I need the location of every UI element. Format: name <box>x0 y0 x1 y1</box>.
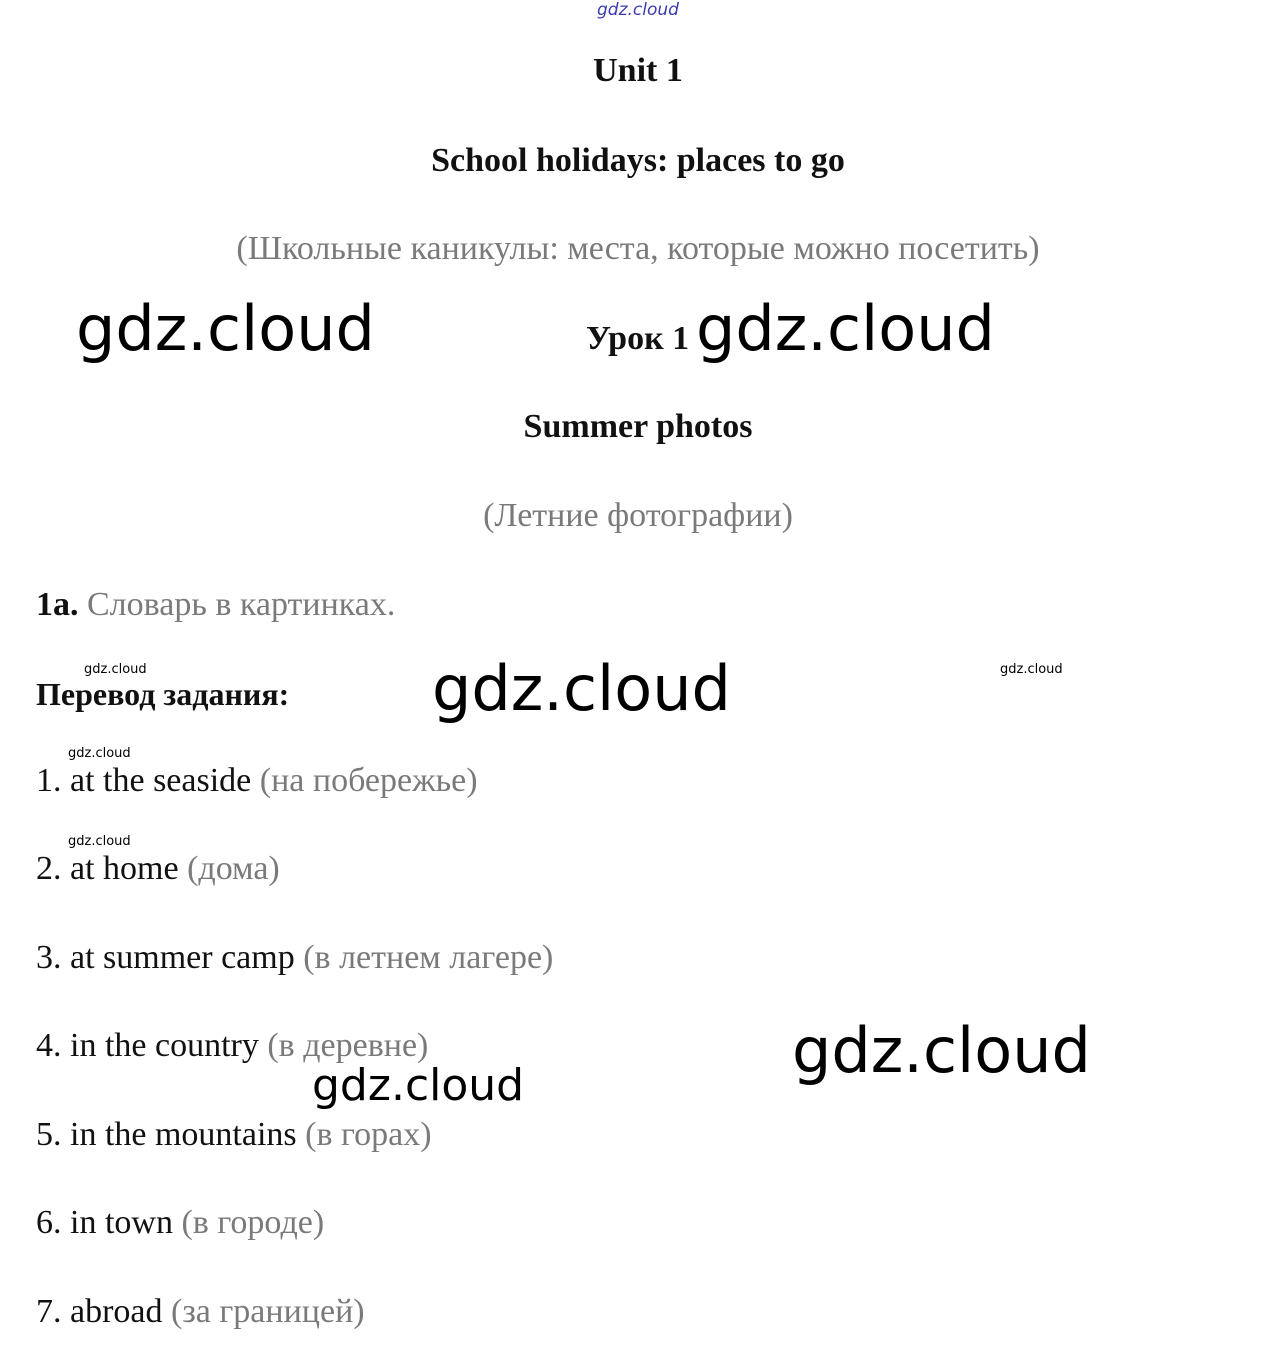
item-russian: (за границей) <box>171 1293 365 1330</box>
list-item <box>36 852 280 886</box>
unit-heading: Unit 1 <box>593 52 683 89</box>
watermark-big-right: gdz.cloud <box>792 1014 1091 1087</box>
item-number: 6. <box>36 1204 62 1241</box>
watermark-top: gdz.cloud <box>597 0 679 20</box>
task-line <box>36 586 395 624</box>
unit-title-translation: (Школьные каникулы: места, которые можно посетить) <box>236 230 1040 267</box>
item-english: in the country <box>70 1027 259 1064</box>
item-number: 3. <box>36 939 62 976</box>
watermark-small-d: gdz.cloud <box>68 834 131 849</box>
lesson-title: Summer photos <box>523 408 753 445</box>
item-russian: (в горах) <box>305 1116 432 1153</box>
item-number: 2. <box>36 850 62 887</box>
lesson-heading: Урок 1 <box>586 320 690 357</box>
item-number: 7. <box>36 1293 62 1330</box>
watermark-big-task: gdz.cloud <box>432 652 731 725</box>
watermark-small-a: gdz.cloud <box>84 662 147 677</box>
task-text: Словарь в картинках. <box>87 586 396 623</box>
item-english: at summer camp <box>70 939 295 976</box>
item-english: in town <box>70 1204 173 1241</box>
item-russian: (в деревне) <box>267 1027 429 1064</box>
watermark-small-b: gdz.cloud <box>1000 662 1063 677</box>
list-item <box>36 1118 432 1152</box>
list-item <box>36 764 478 798</box>
unit-title: School holidays: places to go <box>431 142 845 179</box>
lesson-title-translation: (Летние фотографии) <box>483 497 793 534</box>
watermark-small-c: gdz.cloud <box>68 746 131 761</box>
list-item <box>36 1295 365 1329</box>
task-number: 1a. <box>36 586 79 623</box>
watermark-mid: gdz.cloud <box>312 1060 525 1111</box>
item-english: in the mountains <box>70 1116 297 1153</box>
item-russian: (в летнем лагере) <box>303 939 554 976</box>
item-russian: (дома) <box>187 850 280 887</box>
item-russian: (на побережье) <box>259 762 478 799</box>
item-english: abroad <box>70 1293 163 1330</box>
item-number: 1. <box>36 762 62 799</box>
watermark-big-lesson: gdz.cloud <box>696 292 995 365</box>
translation-heading: Перевод задания: <box>36 676 290 712</box>
list-item <box>36 1206 324 1240</box>
list-item <box>36 1029 428 1063</box>
item-number: 5. <box>36 1116 62 1153</box>
item-russian: (в городе) <box>181 1204 325 1241</box>
watermark-big-left: gdz.cloud <box>76 292 375 365</box>
item-english: at home <box>70 850 179 887</box>
list-item <box>36 941 553 975</box>
item-number: 4. <box>36 1027 62 1064</box>
item-english: at the seaside <box>70 762 252 799</box>
